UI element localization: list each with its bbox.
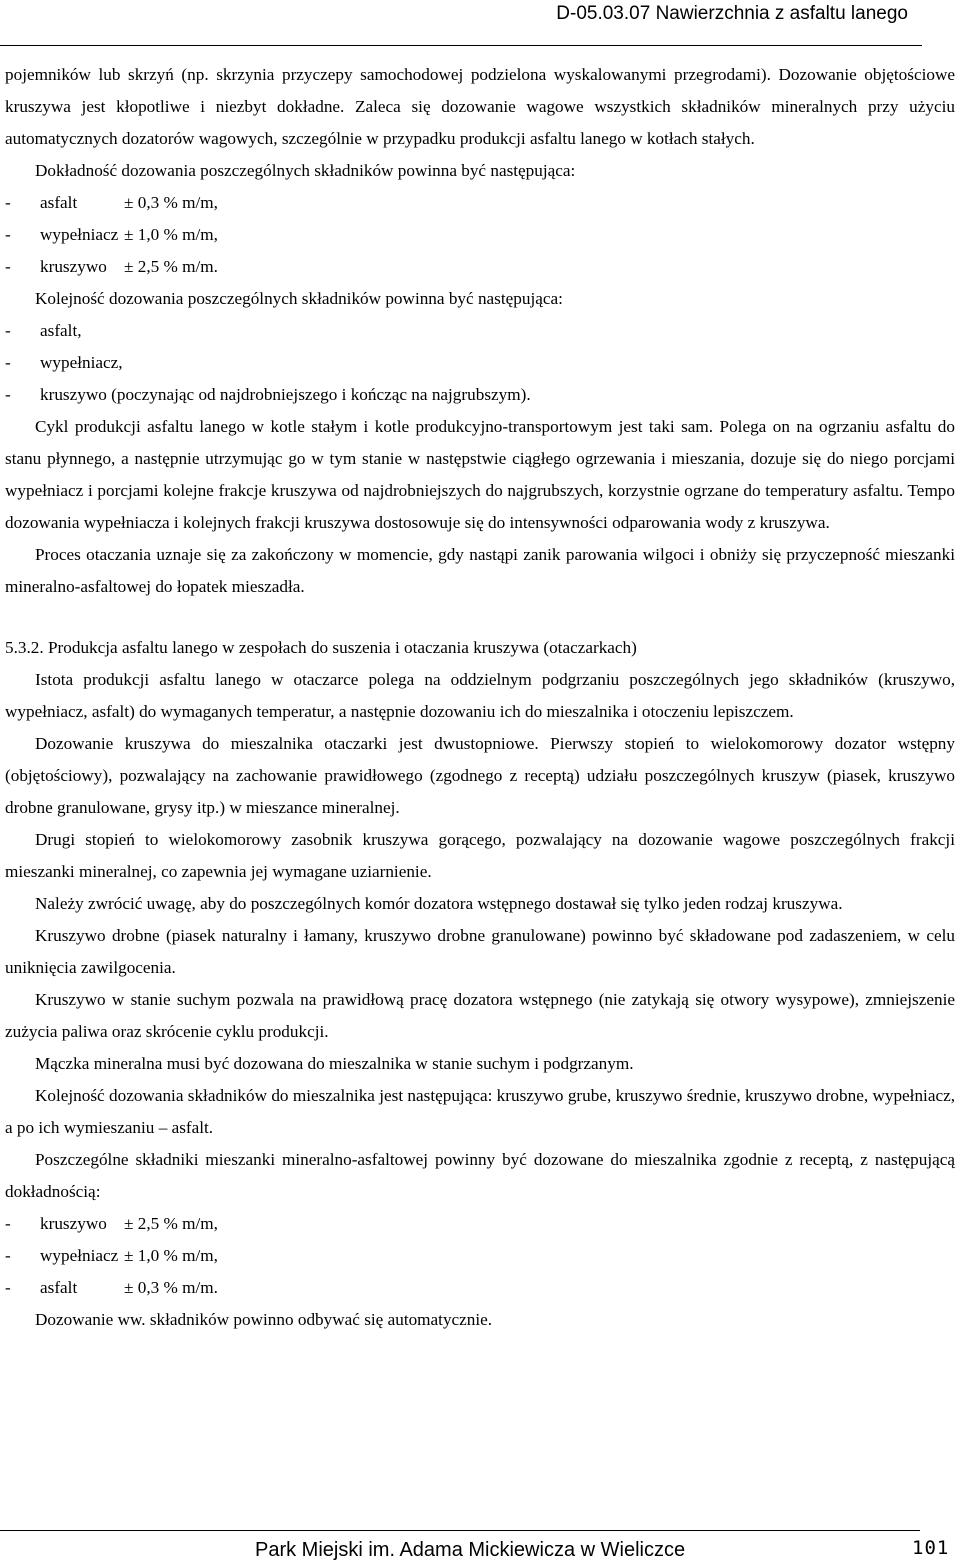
- list-item-text: asfalt,: [40, 321, 82, 340]
- list-item-value: ± 1,0 % m/m,: [124, 1246, 218, 1265]
- list-dash: -: [5, 193, 11, 212]
- list-item: [5, 251, 955, 283]
- list-dash: -: [5, 385, 11, 404]
- paragraph: Dozowanie ww. składników powinno odbywać się automatycznie.: [35, 1310, 493, 1329]
- list-item: [5, 1208, 955, 1240]
- list-item-name: asfalt: [40, 1278, 78, 1297]
- list-item-name: wypełniacz: [40, 225, 119, 244]
- paragraph: Kruszywo w stanie suchym pozwala na prawidłową pracę dozatora wstępnego (nie zatykają się otwory wysypowe), zmniejszenie zużycia paliwa oraz skrócenie cyklu produkcji.: [5, 990, 955, 1041]
- list-item-text: kruszywo (poczynając od najdrobniejszego i kończąc na najgrubszym).: [40, 385, 531, 404]
- list-item: [5, 379, 955, 411]
- list-item: [5, 219, 955, 251]
- list-dash: -: [5, 321, 11, 340]
- paragraph: Kolejność dozowania składników do mieszalnika jest następująca: kruszywo grube, kruszywo średnie, kruszywo drobne, wypełniacz, a po ich wymieszaniu – asfalt.: [5, 1086, 955, 1137]
- paragraph: Dokładność dozowania poszczególnych składników powinna być następująca:: [35, 161, 576, 180]
- footer-divider: [0, 1530, 920, 1531]
- paragraph: Należy zwrócić uwagę, aby do poszczególnych komór dozatora wstępnego dostawał się tylko jeden rodzaj kruszywa.: [35, 894, 843, 913]
- list-item-name: kruszywo: [40, 1214, 107, 1233]
- page-number: 101: [912, 1537, 950, 1559]
- paragraph: Istota produkcji asfaltu lanego w otaczarce polega na oddzielnym podgrzaniu poszczególnych jego składników (kruszywo, wypełniacz, asfalt) do wymaganych temperatur, a następnie dozowaniu ich do mieszalnika i otoczeniu lepiszczem.: [5, 670, 955, 721]
- list-item-text: wypełniacz,: [40, 353, 123, 372]
- list-dash: -: [5, 353, 11, 372]
- list-item: [5, 187, 955, 219]
- list-item: [5, 1240, 955, 1272]
- list-item: [5, 1272, 955, 1304]
- list-dash: -: [5, 1214, 11, 1233]
- list-dash: -: [5, 1246, 11, 1265]
- list-item-name: asfalt: [40, 193, 78, 212]
- list-item-value: ± 1,0 % m/m,: [124, 225, 218, 244]
- paragraph: Drugi stopień to wielokomorowy zasobnik kruszywa gorącego, pozwalający na dozowanie wagowe poszczególnych frakcji mieszanki mineralnej, co zapewnia jej wymagane uziarnienie.: [5, 830, 955, 881]
- footer-project-name: Park Miejski im. Adama Mickiewicza w Wieliczce: [255, 1539, 686, 1561]
- list-dash: -: [5, 1278, 11, 1297]
- paragraph: Cykl produkcji asfaltu lanego w kotle stałym i kotle produkcyjno-transportowym jest taki sam. Polega on na ogrzaniu asfaltu do stanu płynnego, a następnie utrzymując go w tym stanie w następstwie ciągłego ogrzewania i mieszania, dozuje się do niego porcjami wypełniacz i porcjami kolejne frakcje kruszywa od najdrobniejszych do najgrubszych, korzystnie ogrzane do temperatury asfaltu. Tempo dozowania wypełniacza i kolejnych frakcji kruszywa dostosowuje się do intensywności odparowania wody z kruszywa.: [5, 417, 955, 532]
- paragraph: Mączka mineralna musi być dozowana do mieszalnika w stanie suchym i podgrzanym.: [35, 1054, 634, 1073]
- header-divider: [0, 45, 922, 46]
- paragraph: Dozowanie kruszywa do mieszalnika otaczarki jest dwustopniowe. Pierwszy stopień to wielokomorowy dozator wstępny (objętościowy), pozwalający na zachowanie prawidłowego (zgodnego z receptą) udziału poszczególnych kruszyw (piasek, kruszywo drobne granulowane, grysy itp.) w mieszance mineralnej.: [5, 734, 955, 817]
- list-item-value: ± 0,3 % m/m,: [124, 193, 218, 212]
- list-item-name: wypełniacz: [40, 1246, 119, 1265]
- paragraph: Kruszywo drobne (piasek naturalny i łamany, kruszywo drobne granulowane) powinno być składowane pod zadaszeniem, w celu uniknięcia zawilgocenia.: [5, 926, 955, 977]
- list-item-value: ± 2,5 % m/m.: [124, 257, 218, 276]
- list-dash: -: [5, 225, 11, 244]
- document-body: [5, 59, 955, 1336]
- list-item-value: ± 2,5 % m/m,: [124, 1214, 218, 1233]
- dosing-order-list: [5, 315, 955, 411]
- list-item: [5, 347, 955, 379]
- list-dash: -: [5, 257, 11, 276]
- dosing-accuracy-list: [5, 187, 955, 283]
- section-spacer: [5, 603, 955, 632]
- paragraph: Poszczególne składniki mieszanki mineralno-asfaltowej powinny być dozowane do mieszalnika zgodnie z receptą, z następującą dokładnością:: [5, 1150, 955, 1201]
- mixer-dosing-accuracy-list: [5, 1208, 955, 1304]
- paragraph: pojemników lub skrzyń (np. skrzynia przyczepy samochodowej podzielona wyskalowanymi przegrodami). Dozowanie objętościowe kruszywa jest kłopotliwe i niezbyt dokładne. Zaleca się dozowanie wagowe wszystkich składników mineralnych przy użyciu automatycznych dozatorów wagowych, szczególnie w przypadku produkcji asfaltu lanego w kotłach stałych.: [5, 65, 955, 148]
- document-code-title: D-05.03.07 Nawierzchnia z asfaltu lanego: [556, 3, 908, 24]
- list-item: [5, 315, 955, 347]
- section-heading: 5.3.2. Produkcja asfaltu lanego w zespołach do suszenia i otaczania kruszywa (otaczarkach): [5, 638, 637, 657]
- list-item-name: kruszywo: [40, 257, 107, 276]
- paragraph: Kolejność dozowania poszczególnych składników powinna być następująca:: [35, 289, 563, 308]
- list-item-value: ± 0,3 % m/m.: [124, 1278, 218, 1297]
- paragraph: Proces otaczania uznaje się za zakończony w momencie, gdy nastąpi zanik parowania wilgoci i obniży się przyczepność mieszanki mineralno-asfaltowej do łopatek mieszadła.: [5, 545, 955, 596]
